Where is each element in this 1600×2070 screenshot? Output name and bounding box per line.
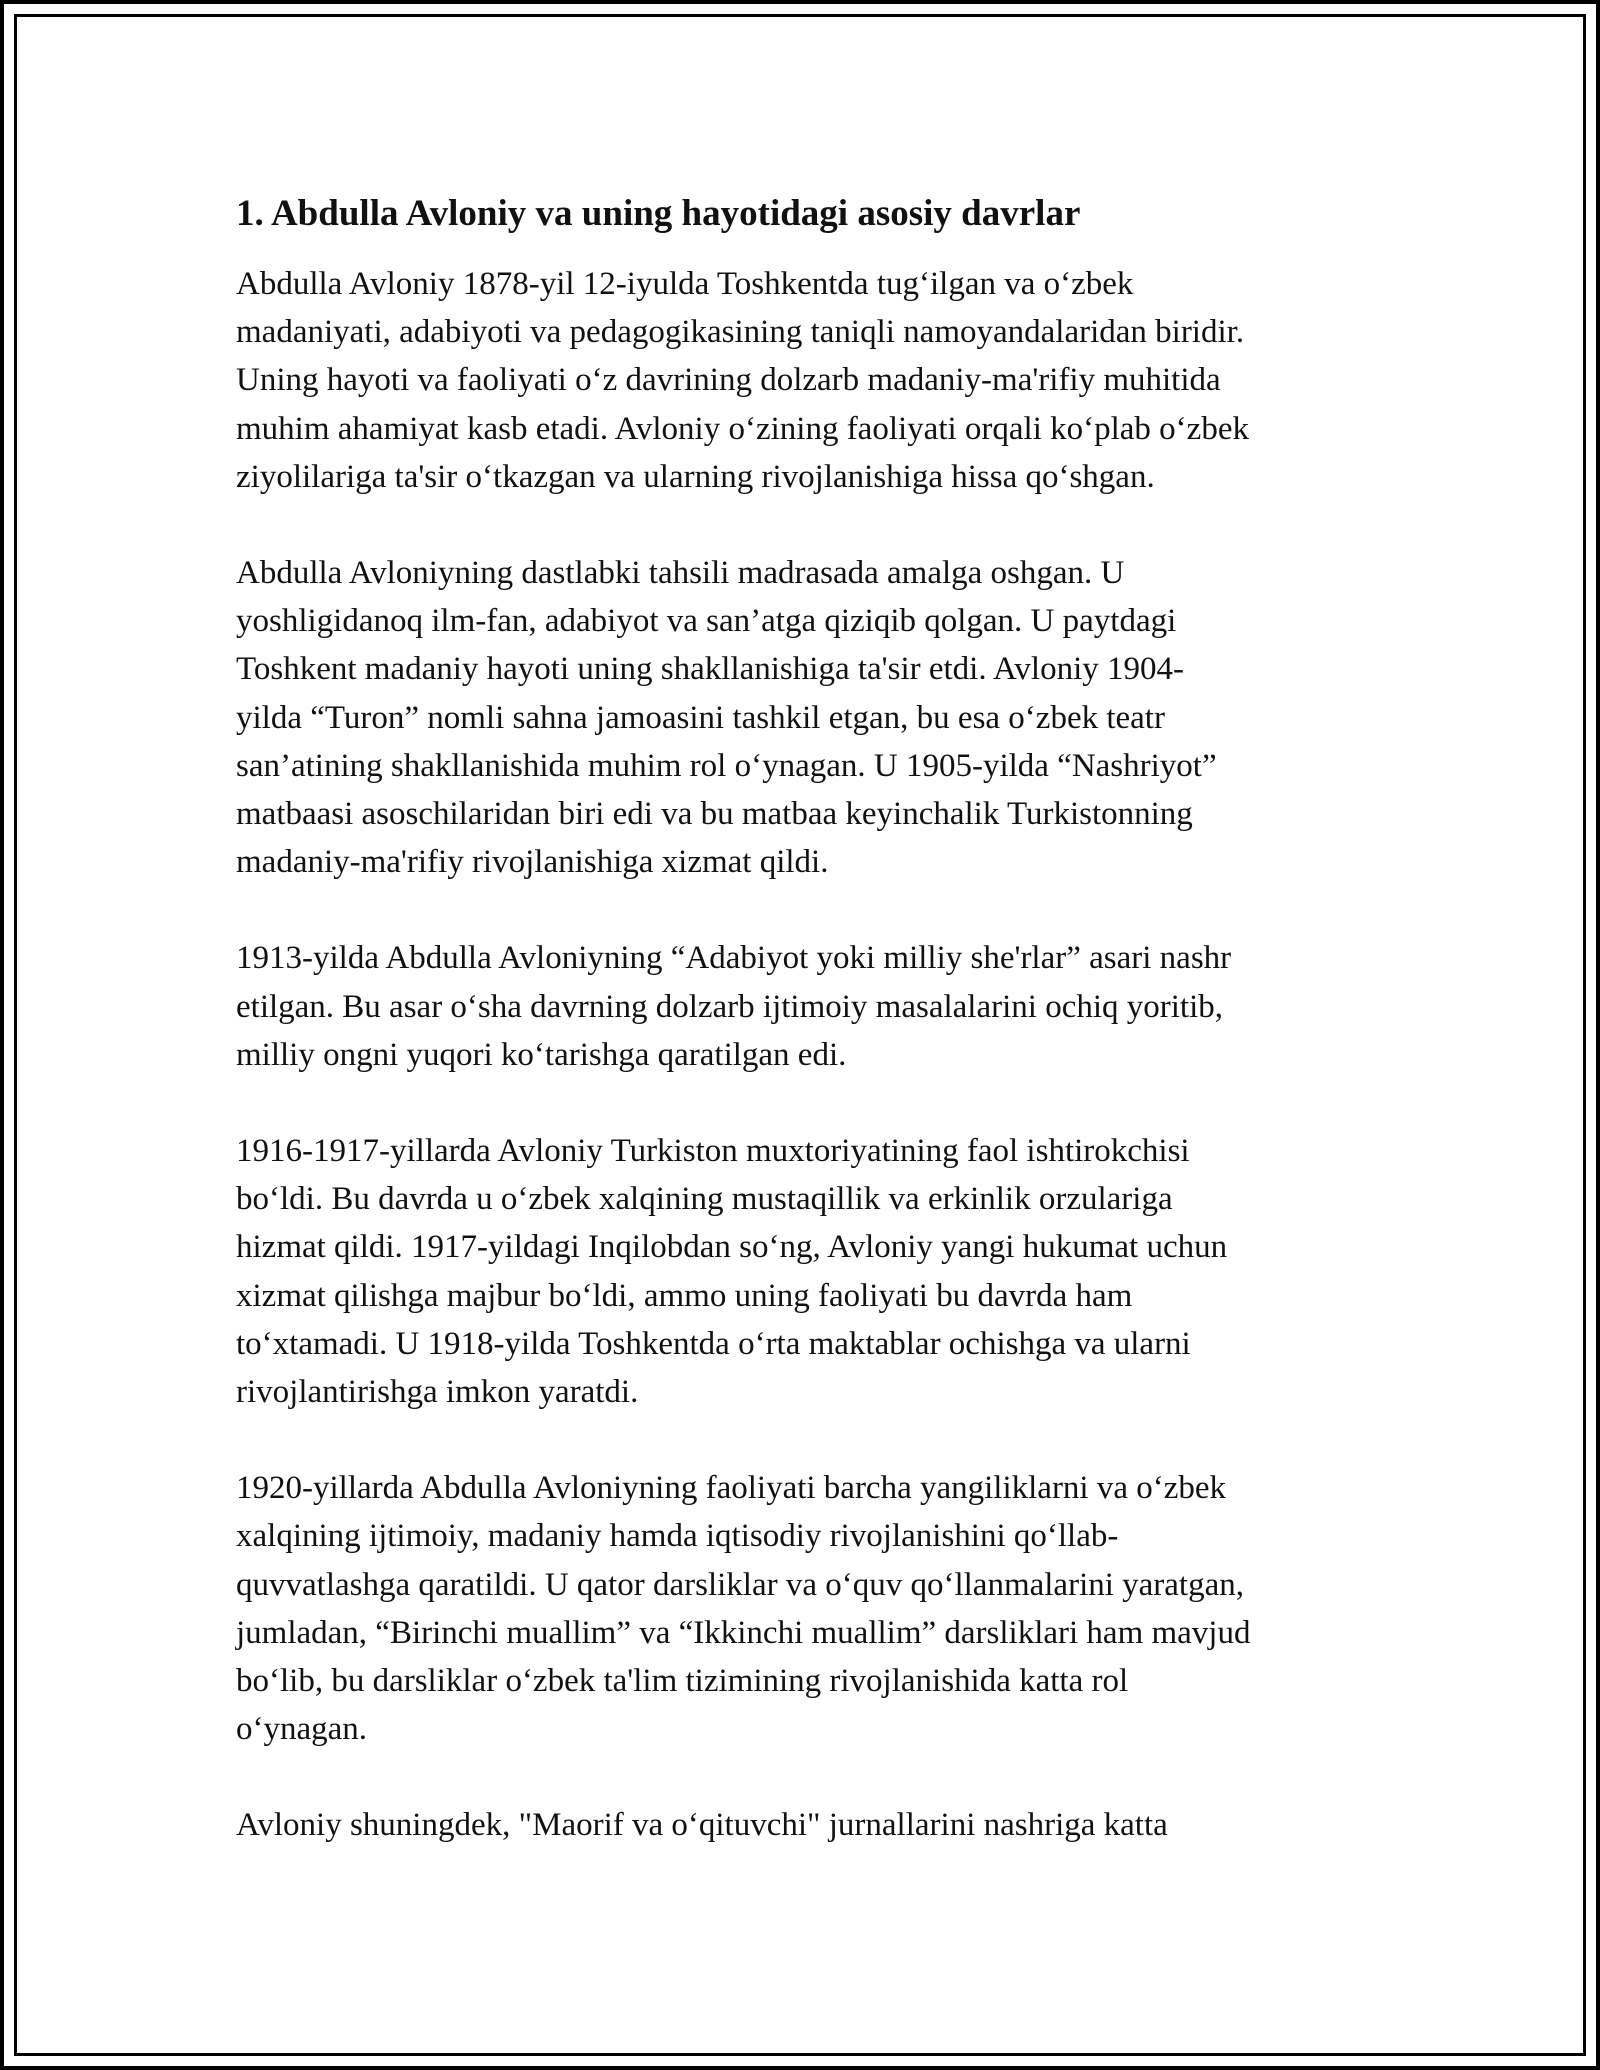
paragraph-line: yilda “Turon” nomli sahna jamoasini tashkil etgan, bu esa o‘zbek teatr xyxy=(236,699,1165,736)
paragraph-line: bo‘lib, bu darsliklar o‘zbek ta'lim tizimining rivojlanishida katta rol xyxy=(236,1663,1129,1700)
paragraph-4 xyxy=(236,1127,1406,1416)
paragraph-line: to‘xtamadi. U 1918-yilda Toshkentda o‘rta maktablar ochishga va ularni xyxy=(236,1325,1191,1362)
paragraph-line: Uning hayoti va faoliyati o‘z davrining dolzarb madaniy-ma'rifiy muhitida xyxy=(236,362,1221,399)
paragraph-1 xyxy=(236,260,1406,501)
paragraph-line: Toshkent madaniy hayoti uning shakllanishiga ta'sir etdi. Avloniy 1904- xyxy=(236,651,1184,688)
paragraph-line: xalqining ijtimoiy, madaniy hamda iqtisodiy rivojlanishini qo‘llab- xyxy=(236,1518,1119,1555)
paragraph-line: jumladan, “Birinchi muallim” va “Ikkinchi muallim” darsliklari ham mavjud xyxy=(236,1614,1251,1651)
paragraph-2 xyxy=(236,549,1406,886)
paragraph-line: quvvatlashga qaratildi. U qator darsliklar va o‘quv qo‘llanmalarini yaratgan, xyxy=(236,1566,1244,1603)
document-body xyxy=(236,188,1406,1898)
paragraph-line: 1913-yilda Abdulla Avloniyning “Adabiyot yoki milliy she'rlar” asari nashr xyxy=(236,940,1232,977)
paragraph-line: yoshligidanoq ilm-fan, adabiyot va san’atga qiziqib qolgan. U paytdagi xyxy=(236,603,1177,640)
paragraph-line: madaniyati, adabiyoti va pedagogikasining taniqli namoyandalaridan biridir. xyxy=(236,314,1245,351)
paragraph-6 xyxy=(236,1801,1406,1849)
paragraph-5 xyxy=(236,1464,1406,1753)
paragraph-line: san’atining shakllanishida muhim rol o‘ynagan. U 1905-yilda “Nashriyot” xyxy=(236,747,1217,784)
paragraph-line: milliy ongni yuqori ko‘tarishga qaratilgan edi. xyxy=(236,1036,847,1073)
paragraph-line: 1916-1917-yillarda Avloniy Turkiston muxtoriyatining faol ishtirokchisi xyxy=(236,1133,1190,1170)
paragraph-line: madaniy-ma'rifiy rivojlanishiga xizmat qildi. xyxy=(236,844,829,881)
paragraph-line: hizmat qildi. 1917-yildagi Inqilobdan so‘ng, Avloniy yangi hukumat uchun xyxy=(236,1229,1228,1266)
paragraph-line: Avloniy shuningdek, "Maorif va o‘qituvchi" jurnallarini nashriga katta xyxy=(236,1807,1168,1844)
paragraph-line: bo‘ldi. Bu davrda u o‘zbek xalqining mustaqillik va erkinlik orzulariga xyxy=(236,1181,1173,1218)
paragraph-line: ziyolilariga ta'sir o‘tkazgan va ularning rivojlanishiga hissa qo‘shgan. xyxy=(236,458,1155,495)
section-heading: 1. Abdulla Avloniy va uning hayotidagi asosiy davrlar xyxy=(236,193,1081,234)
paragraph-line: 1920-yillarda Abdulla Avloniyning faoliyati barcha yangiliklarni va o‘zbek xyxy=(236,1470,1227,1507)
paragraph-line: o‘ynagan. xyxy=(236,1711,368,1748)
paragraph-line: etilgan. Bu asar o‘sha davrning dolzarb ijtimoiy masalalarini ochiq yoritib, xyxy=(236,988,1224,1025)
paragraph-line: matbaasi asoschilaridan biri edi va bu matbaa keyinchalik Turkistonning xyxy=(236,796,1193,833)
paragraph-line: muhim ahamiyat kasb etadi. Avloniy o‘zining faoliyati orqali ko‘plab o‘zbek xyxy=(236,410,1249,447)
paragraph-3 xyxy=(236,934,1406,1079)
paragraph-line: xizmat qilishga majbur bo‘ldi, ammo uning faoliyati bu davrda ham xyxy=(236,1277,1133,1314)
paragraph-line: Abdulla Avloniy 1878-yil 12-iyulda Toshkentda tug‘ilgan va o‘zbek xyxy=(236,266,1134,302)
paragraph-line: rivojlantirishga imkon yaratdi. xyxy=(236,1374,639,1411)
paragraph-line: Abdulla Avloniyning dastlabki tahsili madrasada amalga oshgan. U xyxy=(236,555,1125,592)
